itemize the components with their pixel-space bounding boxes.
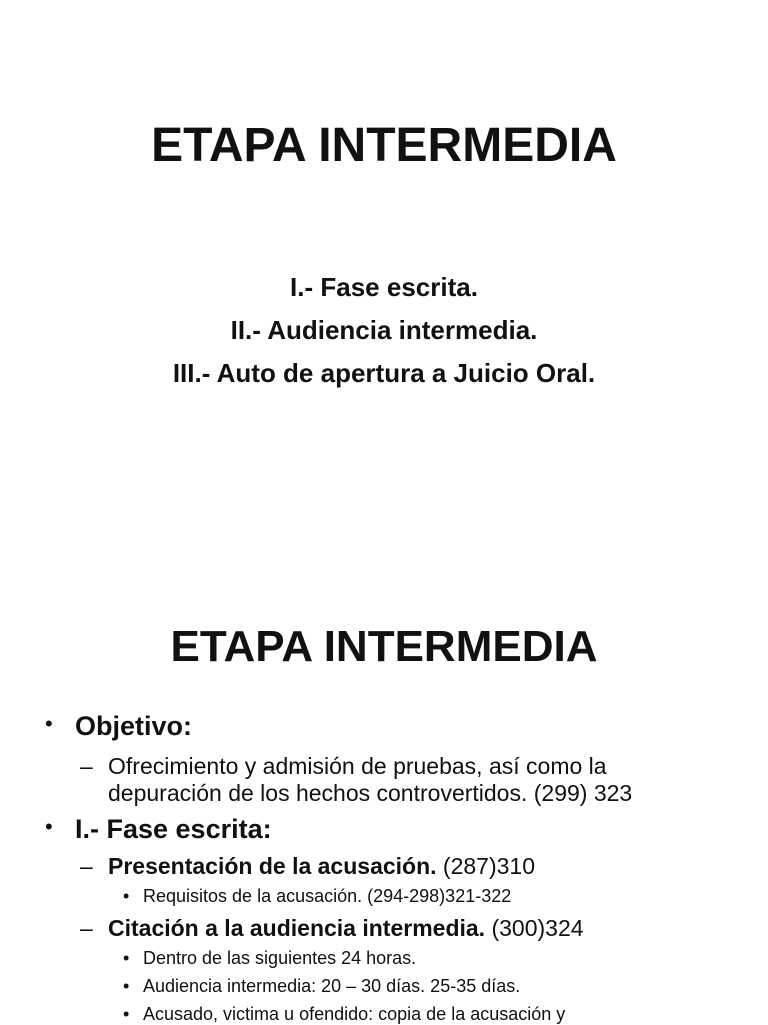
requisitos-item: • Requisitos de la acusación. (294-298)321-322 bbox=[123, 886, 512, 906]
bullet-icon: • bbox=[45, 814, 53, 839]
citacion-item bbox=[80, 915, 584, 942]
bullet-icon: • bbox=[123, 1004, 130, 1024]
citacion-sub-item: • Acusado, victima u ofendido: copia de la acusación y bbox=[123, 1004, 566, 1024]
bullet-icon: • bbox=[45, 711, 53, 736]
dash-icon: – bbox=[80, 853, 93, 879]
bullet-icon: • bbox=[123, 948, 130, 968]
dash-icon: – bbox=[80, 915, 93, 941]
fase-escrita-bullet bbox=[45, 814, 272, 845]
slide1-phase-list bbox=[0, 266, 768, 395]
bullet-icon: • bbox=[123, 976, 130, 996]
objetivo-label: Objetivo: bbox=[75, 711, 193, 741]
phase-item: II.- Audiencia intermedia. bbox=[230, 315, 538, 345]
dash-icon: – bbox=[80, 753, 93, 779]
slide1-title: ETAPA INTERMEDIA bbox=[151, 119, 617, 172]
presentacion-label: Presentación de la acusación. bbox=[108, 853, 437, 879]
citacion-sub-item: • Audiencia intermedia: 20 – 30 días. 25-35 días. bbox=[123, 976, 521, 996]
presentacion-ref: (287)310 bbox=[436, 853, 535, 879]
slide2-title: ETAPA INTERMEDIA bbox=[170, 622, 598, 671]
phase-item: I.- Fase escrita. bbox=[290, 272, 478, 302]
bullet-icon: • bbox=[123, 886, 130, 906]
objetivo-text-line1: – Ofrecimiento y admisión de pruebas, así como la bbox=[80, 753, 607, 779]
citacion-sub-item: • Dentro de las siguientes 24 horas. bbox=[123, 948, 417, 968]
objetivo-text-line2: depuración de los hechos controvertidos. (299) 323 bbox=[108, 780, 633, 806]
objetivo-bullet bbox=[45, 711, 193, 742]
presentacion-item bbox=[80, 853, 535, 880]
citacion-label: Citación a la audiencia intermedia. bbox=[108, 915, 486, 941]
phase-item: III.- Auto de apertura a Juicio Oral. bbox=[172, 358, 596, 388]
fase-escrita-label: I.- Fase escrita: bbox=[75, 814, 272, 844]
citacion-ref: (300)324 bbox=[485, 915, 584, 941]
